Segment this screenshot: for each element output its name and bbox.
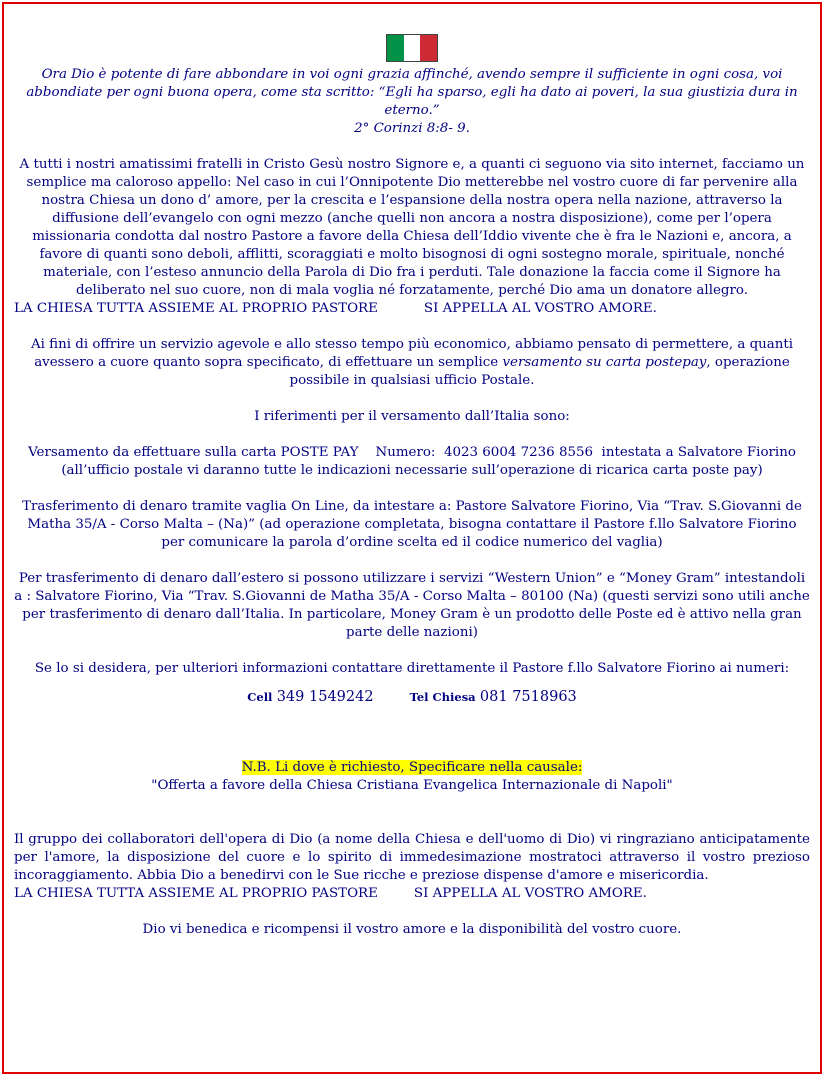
note-label-line [14,759,810,777]
church-phone-number: 081 7518963 [479,689,577,705]
note-label: N.B. Li dove è richiesto, Specificare nella causale: [241,760,583,775]
slogan-repeat-part2: SI APPELLA AL VOSTRO AMORE. [413,886,647,901]
donation-page [14,34,810,939]
slogan-part1: LA CHIESA TUTTA ASSIEME AL PROPRIO PASTORE [14,301,378,316]
service-text-after: , operazione possibile in qualsiasi ufficio Postale. [289,355,790,388]
postepay-line: Versamento da effettuare sulla carta POSTE PAY Numero: 4023 6004 7236 8556 intestata a Salvatore Fiorino [28,445,796,460]
church-slogan [14,300,810,318]
references-intro: I riferimenti per il versamento dall’Italia sono: [254,409,570,424]
estero-paragraph: Per trasferimento di denaro dall’estero si possono utilizzare i servizi “Western Union” e “Money Gram” intestandoli a : Salvatore Fiorino, Via “Trav. S.Giovanni de Matha 35/A - Corso Malta – 80100 (Na) (questi servizi sono utili anche per trasferimento di denaro dall’Italia. In particolare, Money Gram è un prodotto delle Poste ed è attivo nella gran parte delle nazioni) [14,571,810,640]
flag-green-stripe [387,35,404,61]
service-text-before: Ai fini di offrire un servizio agevole e allo stesso tempo più economico, abbiamo pensato di permettere, a quanti avessero a cuore quanto sopra specificato, di effettuare un semplice [30,337,794,370]
vaglia-paragraph: Trasferimento di denaro tramite vaglia On Line, da intestare a: Pastore Salvatore Fiorino, Via “Trav. S.Giovanni de Matha 35/A - Corso Malta – (Na)” (ad operazione completata, bisogna contattare il Pastore f.llo Salvatore Fiorino per comunicare la parola d’ordine scelta ed il codice numerico del vaglia) [22,499,802,550]
bible-verse: Ora Dio è potente di fare abbondare in voi ogni grazia affinché, avendo sempre il sufficiente in ogni cosa, voi abbondiate per ogni buona opera, come sta scritto: “Egli ha sparso, egli ha dato ai poveri, la sua giustizia dura in eterno.” [26,67,798,118]
blessing-line: Dio vi benedica e ricompensi il vostro amore e la disponibilità del vostro cuore. [142,922,682,937]
service-paragraph [14,336,810,390]
italian-flag-icon [386,34,438,62]
cell-label: Cell [247,690,273,704]
causale-text: "Offerta a favore della Chiesa Cristiana Evangelica Internazionale di Napoli" [151,778,673,793]
contact-intro: Se lo si desidera, per ulteriori informazioni contattare direttamente il Pastore f.llo Salvatore Fiorino ai numeri: [34,661,790,676]
flag-red-stripe [420,35,437,61]
postepay-note: (all’ufficio postale vi daranno tutte le indicazioni necessarie sull’operazione di ricarica carta poste pay) [61,463,763,478]
slogan-part2: SI APPELLA AL VOSTRO AMORE. [423,301,657,316]
church-phone-label: Tel Chiesa [409,690,476,704]
cell-number: 349 1549242 [276,689,374,705]
appeal-paragraph: A tutti i nostri amatissimi fratelli in Cristo Gesù nostro Signore e, a quanti ci seguono via sito internet, facciamo un semplice ma caloroso appello: Nel caso in cui l’Onnipotente Dio metterebbe nel vostro cuore di far pervenire alla nostra Chiesa un dono d’ amore, per la crescita e l’espansione della nostra opera nella nazione, attraverso la diffusione dell’evangelo con ogni mezzo (anche quelli non ancora a nostra disposizione), come per l’opera missionaria condotta dal nostro Pastore a favore della Chiesa dell’Iddio vivente che è fra le Nazioni e, ancora, a favore di quanti sono deboli, afflitti, scoraggiati e molto bisognosi di ogni sostegno morale, spirituale, nonché materiale, con l’esteso annuncio della Parola di Dio fra i perduti. Tale donazione la faccia come il Signore ha deliberato nel suo cuore, non di mala voglia né forzatamente, perché Dio ama un donatore allegro. [19,157,805,298]
phone-numbers [14,688,810,707]
service-text-italic: versamento su carta postepay [502,355,707,370]
church-slogan-repeat [14,885,810,903]
verse-reference: 2° Corinzi 8:8- 9. [354,121,470,136]
thanks-paragraph: Il gruppo dei collaboratori dell'opera di Dio (a nome della Chiesa e dell'uomo di Dio) vi ringraziano anticipatamente per l'amore, la disposizione del cuore e lo spirito di immedesimazione mostratoci attraverso il vostro prezioso incoraggiamento. Abbia Dio a benedirvi con le Sue ricche e preziose dispense d'amore e misericordia. [14,832,810,883]
slogan-repeat-part1: LA CHIESA TUTTA ASSIEME AL PROPRIO PASTORE [14,886,378,901]
flag-white-stripe [404,35,421,61]
